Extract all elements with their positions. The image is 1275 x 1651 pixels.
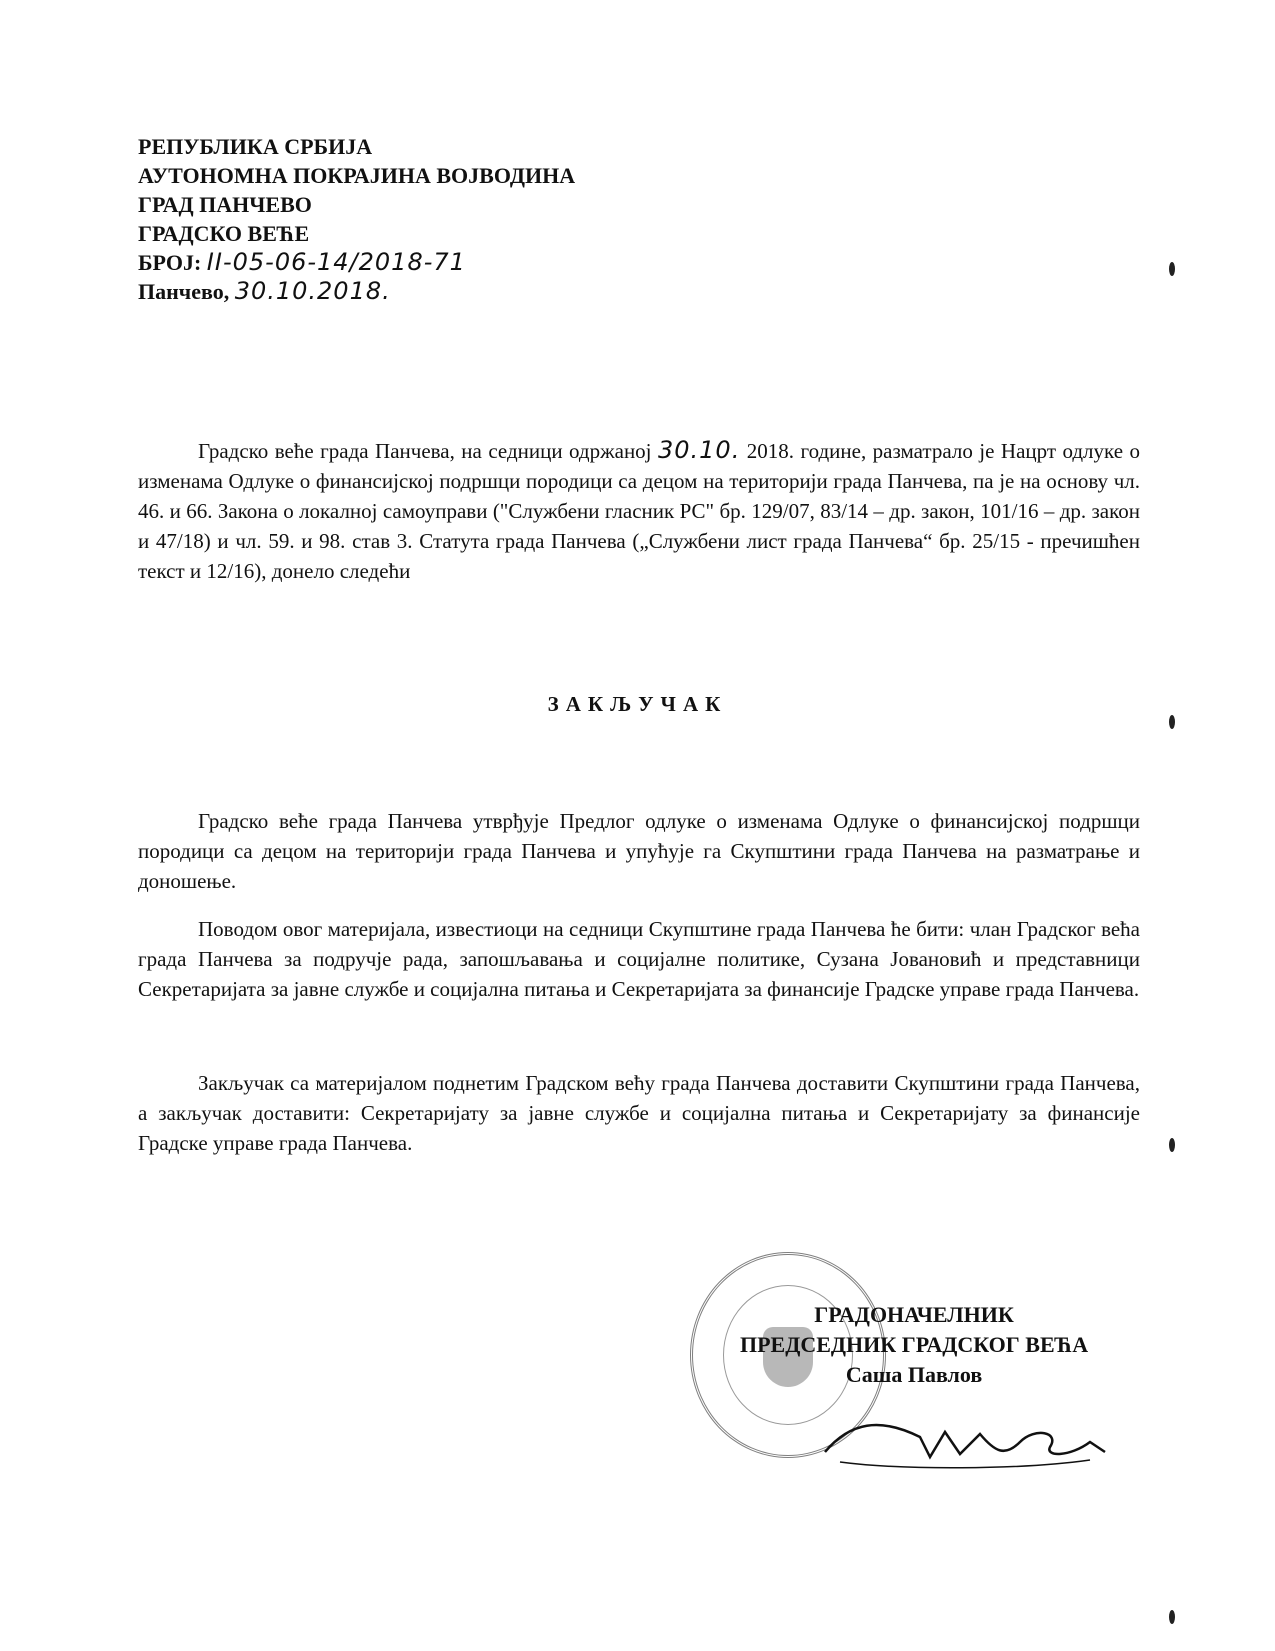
number-value-handwritten: II-05-06-14/2018-71 <box>206 248 466 276</box>
number-label: БРОЈ: <box>138 250 202 275</box>
margin-mark <box>1169 262 1175 276</box>
signatory-title: ГРАДОНАЧЕЛНИК <box>814 1302 1014 1327</box>
document-title: ЗАКЉУЧАК <box>547 692 728 716</box>
header-line: ГРАДСКО ВЕЋЕ <box>138 221 310 246</box>
document-date <box>138 277 575 306</box>
handwritten-signature <box>820 1412 1110 1472</box>
signature-block <box>740 1300 1088 1390</box>
place-label: Панчево, <box>138 279 230 304</box>
intro-text: Градско веће града Панчева, на седници одржаној <box>198 439 658 463</box>
body-paragraph: Закључак са материјалом поднетим Градском већу града Панчева доставити Скупштини града Панчева, а закључак доставити: Секретаријату за јавне службе и социјална питања и Секретаријату за финансије Градске управе града Панчева. <box>138 1071 1140 1155</box>
body-paragraph: Градско веће града Панчева утврђује Предлог одлуке о изменама Одлуке о финансијској подршци породици са децом на територији града Панчева и упућује га Скупштини града Панчева на разматрање и доношење. <box>138 809 1140 893</box>
intro-text: 2018. године, разматрало је Нацрт одлуке о изменама Одлуке о финансијској подршци породици са децом на територији града Панчева, па је на основу чл. 46. и 66. Закона о локалној самоуправи ("Службени гласник РС" бр. 129/07, 83/14 – др. закон, 101/16 – др. закон и 47/18) и чл. 59. и 98. став 3. Статута града Панчева („Службени лист града Панчева“ бр. 25/15 - пречишћен текст и 12/16), донело следећи <box>138 439 1140 583</box>
header-line: АУТОНОМНА ПОКРАЈИНА ВОЈВОДИНА <box>138 163 576 188</box>
session-date-handwritten: 30.10. <box>657 436 741 464</box>
header-line: ГРАД ПАНЧЕВО <box>138 192 312 217</box>
margin-mark <box>1169 1610 1175 1624</box>
signatory-name: Саша Павлов <box>845 1362 983 1387</box>
margin-mark <box>1169 715 1175 729</box>
body-paragraph: Поводом овог материјала, известиоци на седници Скупштине града Панчева ће бити: члан Градског већа града Панчева за подручје рада, запошљавања и социјалне политике, Сузана Јовановић и представници Секретаријата за јавне службе и социјална питања и Секретаријата за финансије Градске управе града Панчева. <box>138 917 1140 1001</box>
intro-paragraph <box>138 435 1140 586</box>
document-header <box>138 132 575 306</box>
document-number <box>138 248 575 277</box>
signatory-title-2: ПРЕДСЕДНИК ГРАДСКОГ ВЕЋА <box>740 1332 1089 1357</box>
date-handwritten: 30.10.2018. <box>234 277 391 305</box>
margin-mark <box>1169 1138 1175 1152</box>
header-line: РЕПУБЛИКА СРБИЈА <box>138 134 373 159</box>
